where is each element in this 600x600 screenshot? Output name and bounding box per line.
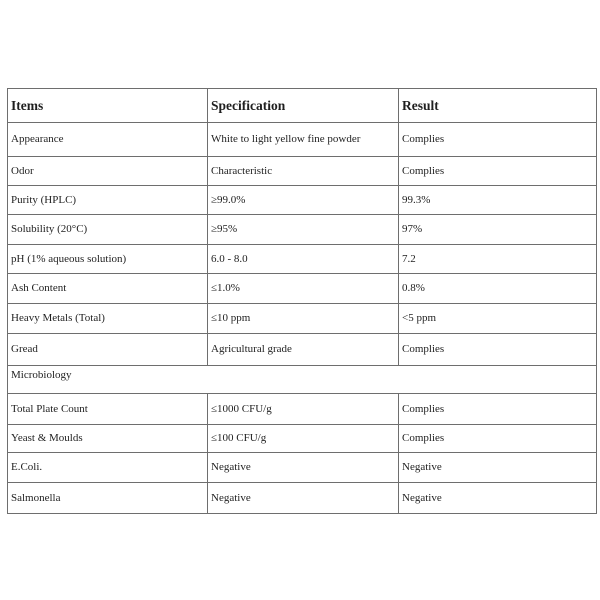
specification-cell: ≤1000 CFU/g	[208, 394, 399, 425]
result-cell: Negative	[399, 483, 597, 514]
table-body	[8, 123, 597, 514]
result-cell: Complies	[399, 394, 597, 425]
header-row	[8, 89, 597, 123]
specification-cell: ≥99.0%	[208, 186, 399, 215]
table-row	[8, 366, 597, 394]
column-header-items: Items	[8, 89, 208, 123]
table-row	[8, 304, 597, 334]
result-cell: 0.8%	[399, 274, 597, 304]
qc-specification-table	[7, 88, 597, 514]
specification-cell: ≤100 CFU/g	[208, 425, 399, 453]
result-cell: <5 ppm	[399, 304, 597, 334]
result-cell: 99.3%	[399, 186, 597, 215]
table-row	[8, 186, 597, 215]
specification-cell: White to light yellow fine powder	[208, 123, 399, 157]
item-cell: Gread	[8, 334, 208, 366]
item-cell: Solubility (20°C)	[8, 215, 208, 245]
item-cell: Ash Content	[8, 274, 208, 304]
result-cell: Complies	[399, 157, 597, 186]
specification-cell: ≤1.0%	[208, 274, 399, 304]
section-label-cell: Microbiology	[8, 366, 597, 394]
table-row	[8, 425, 597, 453]
result-cell: Complies	[399, 334, 597, 366]
table-row	[8, 394, 597, 425]
specification-cell: Agricultural grade	[208, 334, 399, 366]
specification-cell: Characteristic	[208, 157, 399, 186]
result-cell: 7.2	[399, 245, 597, 274]
specification-cell: ≥95%	[208, 215, 399, 245]
item-cell: pH (1% aqueous solution)	[8, 245, 208, 274]
table-row	[8, 483, 597, 514]
result-cell: Negative	[399, 453, 597, 483]
column-header-specification: Specification	[208, 89, 399, 123]
specification-cell: 6.0 - 8.0	[208, 245, 399, 274]
item-cell: Heavy Metals (Total)	[8, 304, 208, 334]
item-cell: Odor	[8, 157, 208, 186]
result-cell: Complies	[399, 123, 597, 157]
specification-cell: Negative	[208, 483, 399, 514]
result-cell: 97%	[399, 215, 597, 245]
specification-cell: ≤10 ppm	[208, 304, 399, 334]
table-row	[8, 123, 597, 157]
table-row	[8, 215, 597, 245]
table-row	[8, 274, 597, 304]
table-row	[8, 453, 597, 483]
item-cell: Total Plate Count	[8, 394, 208, 425]
column-header-result: Result	[399, 89, 597, 123]
table-header	[8, 89, 597, 123]
table-row	[8, 157, 597, 186]
item-cell: Yeast & Moulds	[8, 425, 208, 453]
table-row	[8, 245, 597, 274]
item-cell: E.Coli.	[8, 453, 208, 483]
item-cell: Appearance	[8, 123, 208, 157]
result-cell: Complies	[399, 425, 597, 453]
item-cell: Salmonella	[8, 483, 208, 514]
table-row	[8, 334, 597, 366]
item-cell: Purity (HPLC)	[8, 186, 208, 215]
specification-cell: Negative	[208, 453, 399, 483]
